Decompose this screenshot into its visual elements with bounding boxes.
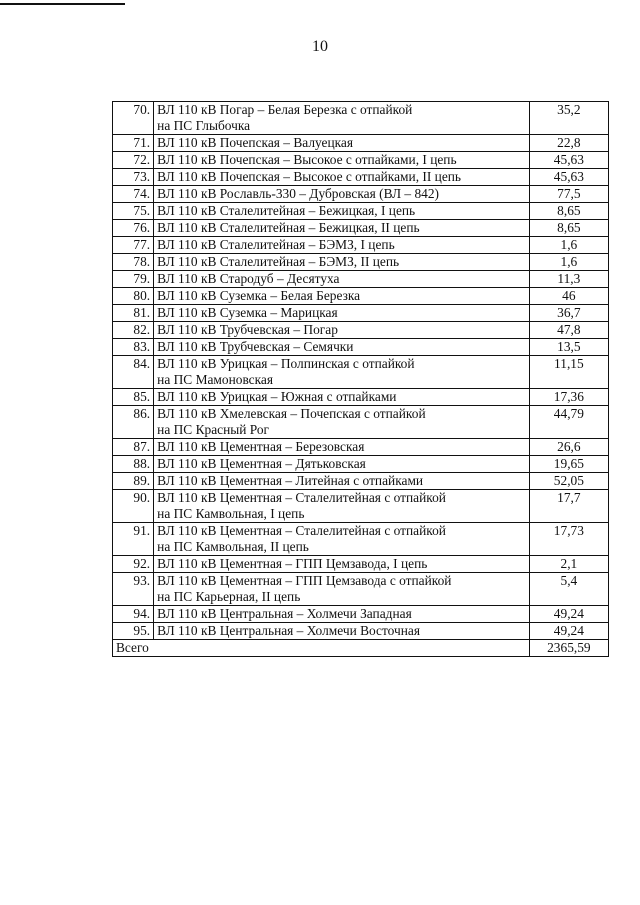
row-number: 91. (113, 523, 154, 556)
table-row (113, 556, 609, 573)
line-name-text: ВЛ 110 кВ Урицкая – Южная с отпайками (157, 389, 397, 404)
table-row (113, 439, 609, 456)
line-name-text: ВЛ 110 кВ Сталелитейная – Бежицкая, II цепь (157, 220, 420, 235)
row-number: 73. (113, 169, 154, 186)
line-name-text: ВЛ 110 кВ Сталелитейная – Бежицкая, I цепь (157, 203, 416, 218)
row-number: 93. (113, 573, 154, 606)
line-name-text: на ПС Камвольная, I цепь (157, 506, 305, 521)
row-number: 82. (113, 322, 154, 339)
table-row (113, 339, 609, 356)
table-row (113, 135, 609, 152)
line-name (154, 523, 530, 556)
line-name (154, 556, 530, 573)
line-name (154, 135, 530, 152)
line-length: 47,8 (529, 322, 608, 339)
line-length: 26,6 (529, 439, 608, 456)
power-lines-table (112, 101, 609, 657)
line-name (154, 339, 530, 356)
row-number: 74. (113, 186, 154, 203)
line-length: 8,65 (529, 203, 608, 220)
header-rule (0, 3, 125, 5)
total-label: Всего (113, 640, 530, 657)
table-row (113, 305, 609, 322)
line-name-text: ВЛ 110 кВ Хмелевская – Почепская с отпайкой (157, 406, 426, 421)
line-name-text: ВЛ 110 кВ Стародуб – Десятуха (157, 271, 340, 286)
line-length: 45,63 (529, 169, 608, 186)
total-length: 2365,59 (529, 640, 608, 657)
line-name (154, 305, 530, 322)
row-number: 88. (113, 456, 154, 473)
row-number: 95. (113, 623, 154, 640)
table-row (113, 152, 609, 169)
row-number: 78. (113, 254, 154, 271)
line-name-text: ВЛ 110 кВ Суземка – Марицкая (157, 305, 338, 320)
table-row (113, 237, 609, 254)
line-name (154, 186, 530, 203)
line-name (154, 456, 530, 473)
line-name (154, 102, 530, 135)
line-name (154, 322, 530, 339)
line-length: 2,1 (529, 556, 608, 573)
table-row (113, 389, 609, 406)
line-length: 49,24 (529, 623, 608, 640)
line-name-text: на ПС Карьерная, II цепь (157, 589, 301, 604)
line-name (154, 389, 530, 406)
table-body (113, 102, 609, 640)
row-number: 79. (113, 271, 154, 288)
line-name-text: ВЛ 110 кВ Центральная – Холмечи Западная (157, 606, 412, 621)
row-number: 71. (113, 135, 154, 152)
line-length: 44,79 (529, 406, 608, 439)
line-name-text: ВЛ 110 кВ Почепская – Высокое с отпайками, I цепь (157, 152, 457, 167)
line-name-text: ВЛ 110 кВ Цементная – ГПП Цемзавода, I цепь (157, 556, 428, 571)
line-name-text: ВЛ 110 кВ Урицкая – Полпинская с отпайкой (157, 356, 415, 371)
row-number: 72. (113, 152, 154, 169)
line-length: 22,8 (529, 135, 608, 152)
line-name-text: на ПС Камвольная, II цепь (157, 539, 309, 554)
table-row (113, 606, 609, 623)
row-number: 70. (113, 102, 154, 135)
row-number: 75. (113, 203, 154, 220)
line-name (154, 254, 530, 271)
row-number: 94. (113, 606, 154, 623)
line-name-text: ВЛ 110 кВ Рославль-330 – Дубровская (ВЛ – 842) (157, 186, 440, 201)
row-number: 85. (113, 389, 154, 406)
line-name (154, 573, 530, 606)
line-name (154, 237, 530, 254)
line-length: 13,5 (529, 339, 608, 356)
line-length: 35,2 (529, 102, 608, 135)
line-name (154, 288, 530, 305)
row-number: 92. (113, 556, 154, 573)
line-name (154, 406, 530, 439)
line-length: 52,05 (529, 473, 608, 490)
line-name (154, 169, 530, 186)
row-number: 80. (113, 288, 154, 305)
line-name-text: ВЛ 110 кВ Центральная – Холмечи Восточная (157, 623, 421, 638)
table-row (113, 356, 609, 389)
table-row (113, 322, 609, 339)
table-row (113, 102, 609, 135)
row-number: 89. (113, 473, 154, 490)
line-name-text: ВЛ 110 кВ Почепская – Высокое с отпайками, II цепь (157, 169, 462, 184)
line-length: 17,36 (529, 389, 608, 406)
line-length: 5,4 (529, 573, 608, 606)
line-length: 46 (529, 288, 608, 305)
line-name (154, 439, 530, 456)
row-number: 84. (113, 356, 154, 389)
line-length: 77,5 (529, 186, 608, 203)
line-name-text: ВЛ 110 кВ Трубчевская – Погар (157, 322, 338, 337)
line-name (154, 473, 530, 490)
table-row (113, 186, 609, 203)
table-row (113, 220, 609, 237)
line-length: 19,65 (529, 456, 608, 473)
table-row (113, 254, 609, 271)
line-name-text: ВЛ 110 кВ Почепская – Валуецкая (157, 135, 354, 150)
line-name-text: ВЛ 110 кВ Цементная – Сталелитейная с отпайкой (157, 523, 446, 538)
line-name-text: ВЛ 110 кВ Цементная – Литейная с отпайками (157, 473, 424, 488)
table-row (113, 490, 609, 523)
table-row (113, 169, 609, 186)
line-name-text: ВЛ 110 кВ Сталелитейная – БЭМЗ, II цепь (157, 254, 400, 269)
table-row (113, 406, 609, 439)
line-name (154, 271, 530, 288)
line-name-text: ВЛ 110 кВ Суземка – Белая Березка (157, 288, 361, 303)
line-name (154, 623, 530, 640)
line-name-text: ВЛ 110 кВ Погар – Белая Березка с отпайкой (157, 102, 413, 117)
line-name-text: ВЛ 110 кВ Цементная – Дятьковская (157, 456, 366, 471)
table-row (113, 203, 609, 220)
row-number: 86. (113, 406, 154, 439)
row-number: 81. (113, 305, 154, 322)
line-length: 8,65 (529, 220, 608, 237)
row-number: 90. (113, 490, 154, 523)
table-row (113, 623, 609, 640)
line-name (154, 152, 530, 169)
row-number: 83. (113, 339, 154, 356)
line-name-text: ВЛ 110 кВ Цементная – ГПП Цемзавода с отпайкой (157, 573, 452, 588)
line-length: 11,15 (529, 356, 608, 389)
table-row (113, 456, 609, 473)
line-name (154, 356, 530, 389)
line-length: 11,3 (529, 271, 608, 288)
line-name-text: на ПС Красный Рог (157, 422, 270, 437)
row-number: 77. (113, 237, 154, 254)
line-length: 1,6 (529, 254, 608, 271)
table-row (113, 473, 609, 490)
row-number: 87. (113, 439, 154, 456)
line-name (154, 220, 530, 237)
line-name-text: ВЛ 110 кВ Цементная – Березовская (157, 439, 365, 454)
table-row (113, 288, 609, 305)
row-number: 76. (113, 220, 154, 237)
page-number: 10 (312, 38, 328, 55)
line-length: 1,6 (529, 237, 608, 254)
line-name-text: ВЛ 110 кВ Сталелитейная – БЭМЗ, I цепь (157, 237, 395, 252)
table-row (113, 271, 609, 288)
total-row (113, 640, 609, 657)
table-row (113, 523, 609, 556)
line-name (154, 203, 530, 220)
line-length: 49,24 (529, 606, 608, 623)
line-name-text: ВЛ 110 кВ Трубчевская – Семячки (157, 339, 354, 354)
line-length: 17,7 (529, 490, 608, 523)
line-length: 36,7 (529, 305, 608, 322)
line-length: 17,73 (529, 523, 608, 556)
line-length: 45,63 (529, 152, 608, 169)
line-name (154, 606, 530, 623)
table-row (113, 573, 609, 606)
line-name (154, 490, 530, 523)
line-name-text: ВЛ 110 кВ Цементная – Сталелитейная с отпайкой (157, 490, 446, 505)
line-name-text: на ПС Глыбочка (157, 118, 251, 133)
line-name-text: на ПС Мамоновская (157, 372, 274, 387)
